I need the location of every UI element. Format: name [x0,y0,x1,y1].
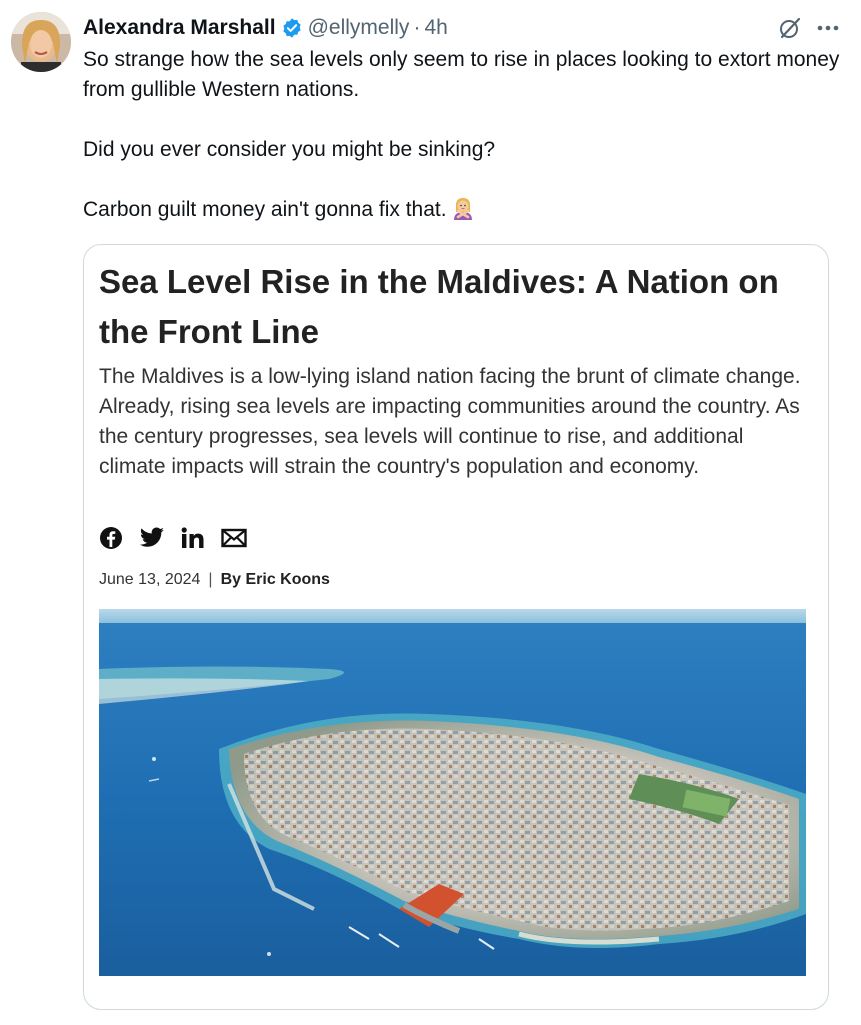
article-title[interactable]: Sea Level Rise in the Maldives: A Nation on the Front Line [99,263,779,350]
link-preview-card[interactable] [83,244,829,1010]
avatar-photo [11,12,71,72]
island-aerial-illustration [99,609,806,976]
tweet-header [83,13,841,43]
tweet-text-line [83,195,853,225]
article-date: June 13, 2024 [99,571,201,588]
facebook-icon[interactable] [99,525,123,551]
author-avatar[interactable] [11,12,71,72]
linkedin-icon[interactable] [181,525,205,551]
article-meta [99,571,330,589]
tweet-text-line: Did you ever consider you might be sinking? [83,138,496,161]
header-actions [777,15,841,41]
email-icon[interactable] [221,525,247,551]
verified-badge-icon[interactable] [281,17,303,39]
person-gesturing-no-emoji-icon [451,196,475,220]
meta-separator: | [208,571,213,588]
author-display-name[interactable]: Alexandra Marshall [83,16,276,39]
grok-icon[interactable] [777,15,803,41]
article-byline: By Eric Koons [220,571,330,588]
tweet-text [83,45,853,225]
tweet-text-span: Carbon guilt money ain't gonna fix that. [83,198,447,221]
article-summary: The Maldives is a low-lying island nation facing the brunt of climate change. Already, rising sea levels are impacting communities around the country. As the century progresses, sea levels will continue to rise, and additional climate impacts will strain the country's population and economy. [99,365,801,478]
article-image-aerial-island-photo[interactable] [99,609,806,976]
twitter-icon[interactable] [139,525,165,551]
share-icons-row [99,525,247,551]
author-handle[interactable]: @ellymelly [307,16,410,39]
header-separator: · [413,16,421,39]
more-options-icon[interactable] [815,15,841,41]
tweet-text-line: So strange how the sea levels only seem to rise in places looking to extort money from gullible Western nations. [83,48,840,101]
tweet-timestamp[interactable]: 4h [424,16,448,39]
